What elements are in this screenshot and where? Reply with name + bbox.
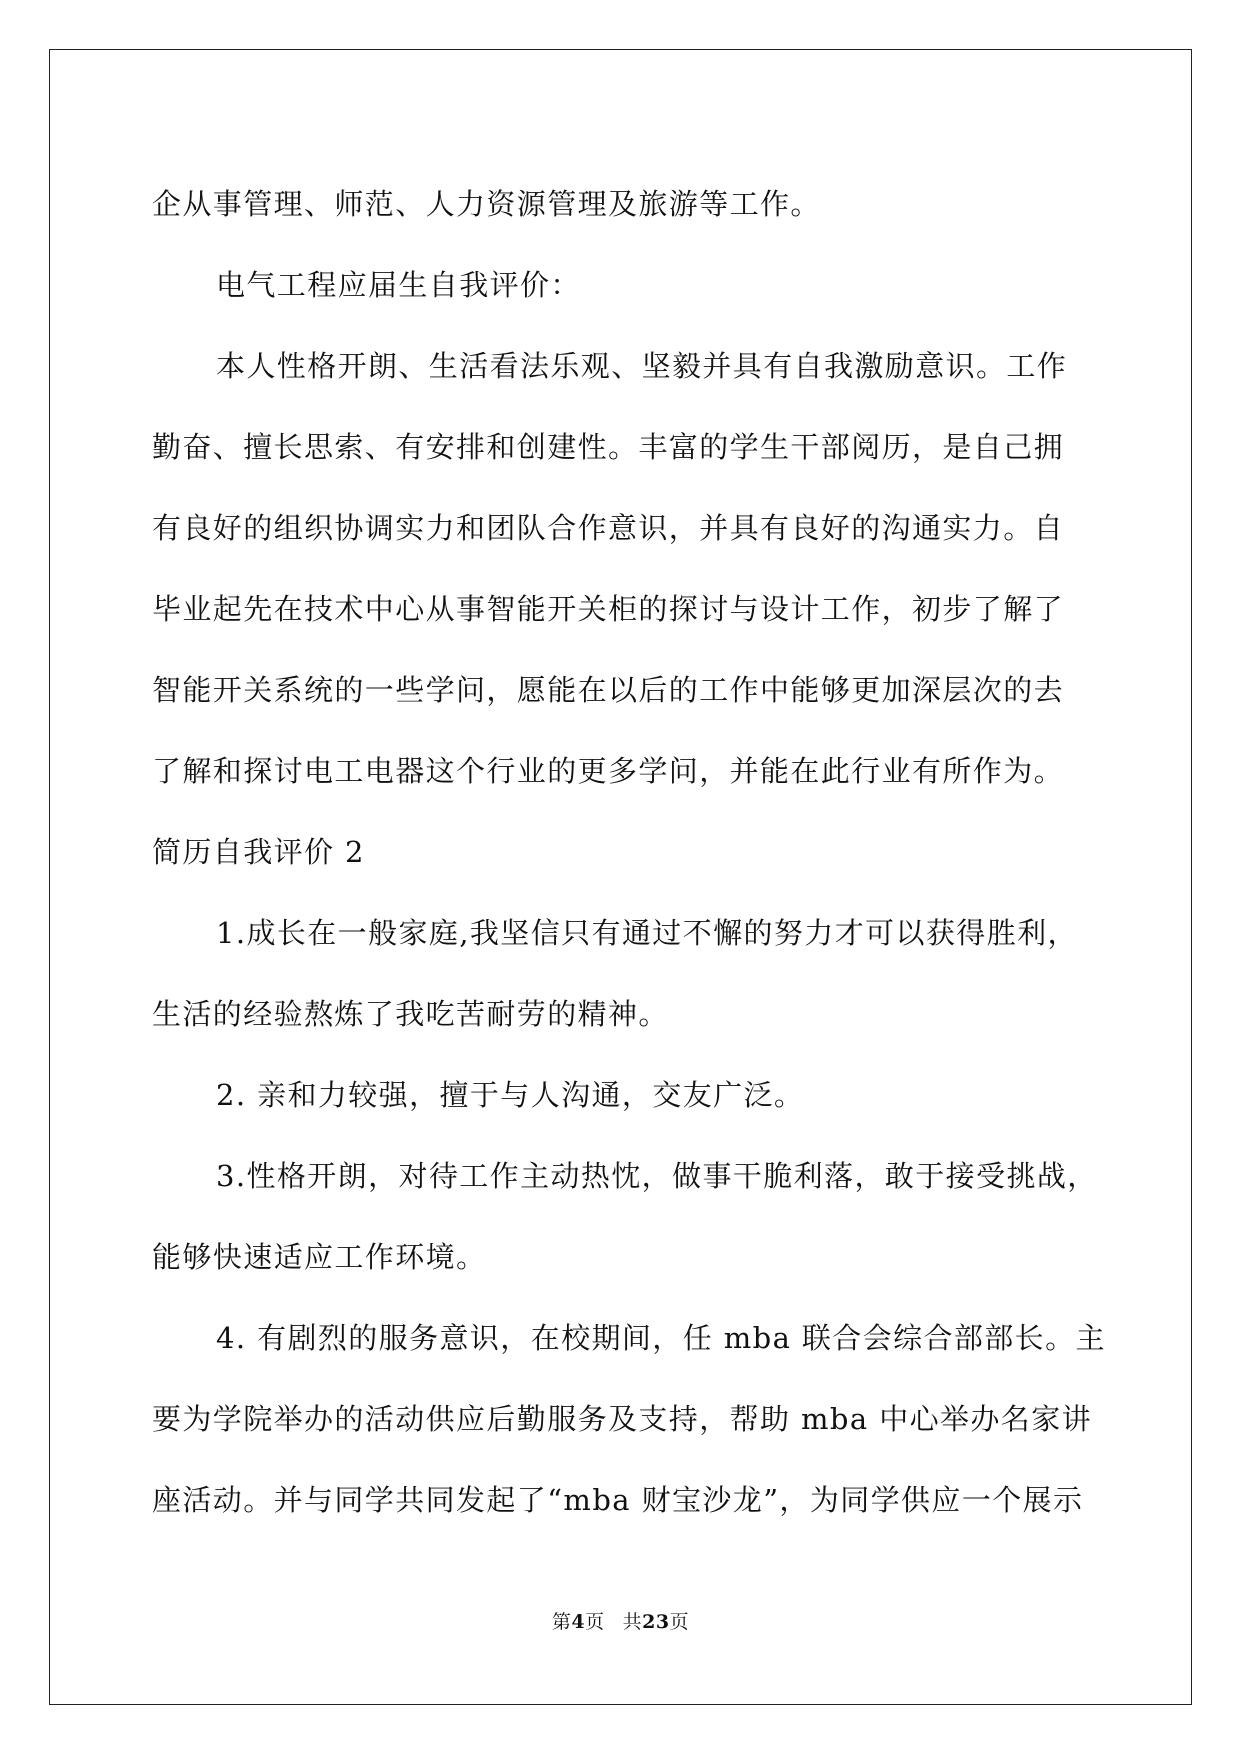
total-pages: 23 <box>642 1611 670 1633</box>
body-line-3: 本人性格开朗、生活看法乐观、坚毅并具有自我激励意识。工作 <box>216 349 1068 383</box>
page-prefix: 第 <box>551 1611 572 1633</box>
list-item-3-cont: 能够快速适应工作环境。 <box>152 1240 487 1274</box>
document-body <box>152 164 1106 1541</box>
total-prefix: 共 <box>622 1611 643 1633</box>
total-suffix: 页 <box>669 1611 690 1633</box>
body-line-7: 智能开关系统的一些学问，愿能在以后的工作中能够更加深层次的去 <box>152 673 1065 707</box>
list-item-4-cont-2: 座活动。并与同学共同发起了“mba 财宝沙龙”，为同学供应一个展示 <box>152 1483 1084 1517</box>
page-number: 4 <box>571 1611 586 1633</box>
section-heading-electrical: 电气工程应届生自我评价： <box>216 268 581 302</box>
list-item-4: 4. 有剧烈的服务意识，在校期间，任 mba 联合会综合部部长。主 <box>216 1321 1106 1355</box>
page-footer <box>0 1607 1241 1634</box>
list-item-1: 1.成长在一般家庭,我坚信只有通过不懈的努力才可以获得胜利， <box>216 916 1078 950</box>
body-line-4: 勤奋、擅长思索、有安排和创建性。丰富的学生干部阅历，是自己拥 <box>152 430 1065 464</box>
list-item-4-cont-1: 要为学院举办的活动供应后勤服务及支持，帮助 mba 中心举办名家讲 <box>152 1402 1092 1436</box>
body-line-8: 了解和探讨电工电器这个行业的更多学问，并能在此行业有所作为。 <box>152 754 1065 788</box>
body-line-6: 毕业起先在技术中心从事智能开关柜的探讨与设计工作，初步了解了 <box>152 592 1065 626</box>
list-item-2: 2. 亲和力较强，擅于与人沟通，交友广泛。 <box>216 1078 805 1112</box>
body-line-1: 企从事管理、师范、人力资源管理及旅游等工作。 <box>152 187 821 221</box>
list-item-1-cont: 生活的经验熬炼了我吃苦耐劳的精神。 <box>152 997 669 1031</box>
list-item-3: 3.性格开朗，对待工作主动热忱，做事干脆利落，敢于接受挑战， <box>216 1159 1098 1193</box>
page-suffix: 页 <box>585 1611 605 1633</box>
section-heading-resume-2: 简历自我评价 2 <box>152 835 365 869</box>
body-line-5: 有良好的组织协调实力和团队合作意识，并具有良好的沟通实力。自 <box>152 511 1065 545</box>
